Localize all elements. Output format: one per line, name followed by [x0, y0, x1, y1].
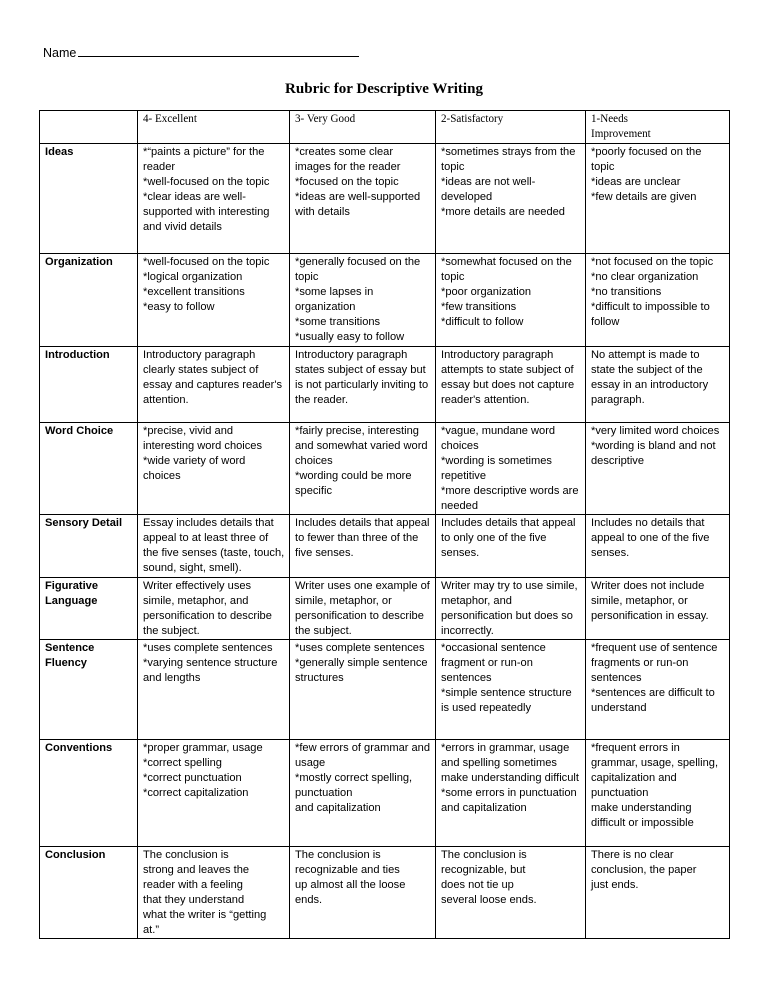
cell-satisfactory: Writer may try to use simile, metaphor, and personification but does so incorrectly. — [436, 577, 586, 639]
criterion-label: Ideas — [40, 144, 138, 254]
cell-very-good: The conclusion is recognizable and ties up almost all the loose ends. — [290, 846, 436, 939]
criterion-label: Conventions — [40, 739, 138, 846]
header-cell-blank — [40, 111, 138, 144]
cell-needs-improvement: There is no clear conclusion, the paper just ends. — [586, 846, 730, 939]
cell-needs-improvement: No attempt is made to state the subject of the essay in an introductory paragraph. — [586, 346, 730, 422]
cell-needs-improvement: *very limited word choices *wording is bland and not descriptive — [586, 422, 730, 515]
cell-satisfactory: Includes details that appeal to only one of the five senses. — [436, 515, 586, 577]
cell-satisfactory: *errors in grammar, usage and spelling sometimes make understanding difficult *some errors in punctuation and capitalization — [436, 739, 586, 846]
criterion-label: Sensory Detail — [40, 515, 138, 577]
name-field — [43, 44, 359, 60]
cell-satisfactory: Introductory paragraph attempts to state subject of essay but does not capture reader's attention. — [436, 346, 586, 422]
table-row — [40, 144, 730, 254]
cell-excellent: *precise, vivid and interesting word choices *wide variety of word choices — [138, 422, 290, 515]
header-needs-improvement: 1-Needs Improvement — [586, 111, 730, 144]
cell-satisfactory: *sometimes strays from the topic *ideas are not well-developed *more details are needed — [436, 144, 586, 254]
cell-needs-improvement: *frequent errors in grammar, usage, spelling, capitalization and punctuation make understanding difficult or impossible — [586, 739, 730, 846]
criterion-label: Sentence Fluency — [40, 639, 138, 739]
cell-excellent: *proper grammar, usage *correct spelling *correct punctuation *correct capitalization — [138, 739, 290, 846]
header-row — [40, 111, 730, 144]
cell-satisfactory: *occasional sentence fragment or run-on sentences *simple sentence structure is used repeatedly — [436, 639, 586, 739]
criterion-label: Figurative Language — [40, 577, 138, 639]
cell-needs-improvement: *poorly focused on the topic *ideas are unclear *few details are given — [586, 144, 730, 254]
table-row — [40, 254, 730, 347]
cell-satisfactory: *somewhat focused on the topic *poor organization *few transitions *difficult to follow — [436, 254, 586, 347]
cell-needs-improvement: Includes no details that appeal to one of the five senses. — [586, 515, 730, 577]
table-row — [40, 346, 730, 422]
table-row — [40, 639, 730, 739]
cell-very-good: Includes details that appeal to fewer than three of the five senses. — [290, 515, 436, 577]
cell-excellent: *“paints a picture” for the reader *well-focused on the topic *clear ideas are well-supported with interesting and vivid details — [138, 144, 290, 254]
cell-needs-improvement: *not focused on the topic *no clear organization *no transitions *difficult to impossible to follow — [586, 254, 730, 347]
criterion-label: Organization — [40, 254, 138, 347]
cell-very-good: *few errors of grammar and usage *mostly correct spelling, punctuation and capitalization — [290, 739, 436, 846]
cell-excellent: The conclusion is strong and leaves the reader with a feeling that they understand what the writer is “getting at.” — [138, 846, 290, 939]
header-very-good: 3- Very Good — [290, 111, 436, 144]
table-row — [40, 422, 730, 515]
cell-very-good: *creates some clear images for the reader *focused on the topic *ideas are well-supported with details — [290, 144, 436, 254]
cell-satisfactory: The conclusion is recognizable, but does not tie up several loose ends. — [436, 846, 586, 939]
cell-excellent: *well-focused on the topic *logical organization *excellent transitions *easy to follow — [138, 254, 290, 347]
name-label: Name — [43, 46, 77, 60]
name-blank-line — [78, 44, 359, 57]
cell-very-good: *fairly precise, interesting and somewhat varied word choices *wording could be more specific — [290, 422, 436, 515]
cell-very-good: *uses complete sentences *generally simple sentence structures — [290, 639, 436, 739]
cell-excellent: Writer effectively uses simile, metaphor, and personification to describe the subject. — [138, 577, 290, 639]
rubric-table — [39, 110, 730, 939]
cell-very-good: Writer uses one example of simile, metaphor, or personification to describe the subject. — [290, 577, 436, 639]
cell-needs-improvement: Writer does not include simile, metaphor, or personification in essay. — [586, 577, 730, 639]
table-row — [40, 739, 730, 846]
cell-excellent: *uses complete sentences *varying sentence structure and lengths — [138, 639, 290, 739]
header-satisfactory: 2-Satisfactory — [436, 111, 586, 144]
criterion-label: Word Choice — [40, 422, 138, 515]
cell-very-good: *generally focused on the topic *some lapses in organization *some transitions *usually easy to follow — [290, 254, 436, 347]
criterion-label: Introduction — [40, 346, 138, 422]
table-row — [40, 846, 730, 939]
cell-satisfactory: *vague, mundane word choices *wording is sometimes repetitive *more descriptive words are needed — [436, 422, 586, 515]
table-row — [40, 515, 730, 577]
cell-excellent: Essay includes details that appeal to at least three of the five senses (taste, touch, sound, sight, smell). — [138, 515, 290, 577]
table-row — [40, 577, 730, 639]
cell-very-good: Introductory paragraph states subject of essay but is not particularly inviting to the reader. — [290, 346, 436, 422]
criterion-label: Conclusion — [40, 846, 138, 939]
cell-excellent: Introductory paragraph clearly states subject of essay and captures reader's attention. — [138, 346, 290, 422]
header-excellent: 4- Excellent — [138, 111, 290, 144]
cell-needs-improvement: *frequent use of sentence fragments or run-on sentences *sentences are difficult to understand — [586, 639, 730, 739]
page-title: Rubric for Descriptive Writing — [285, 81, 483, 97]
